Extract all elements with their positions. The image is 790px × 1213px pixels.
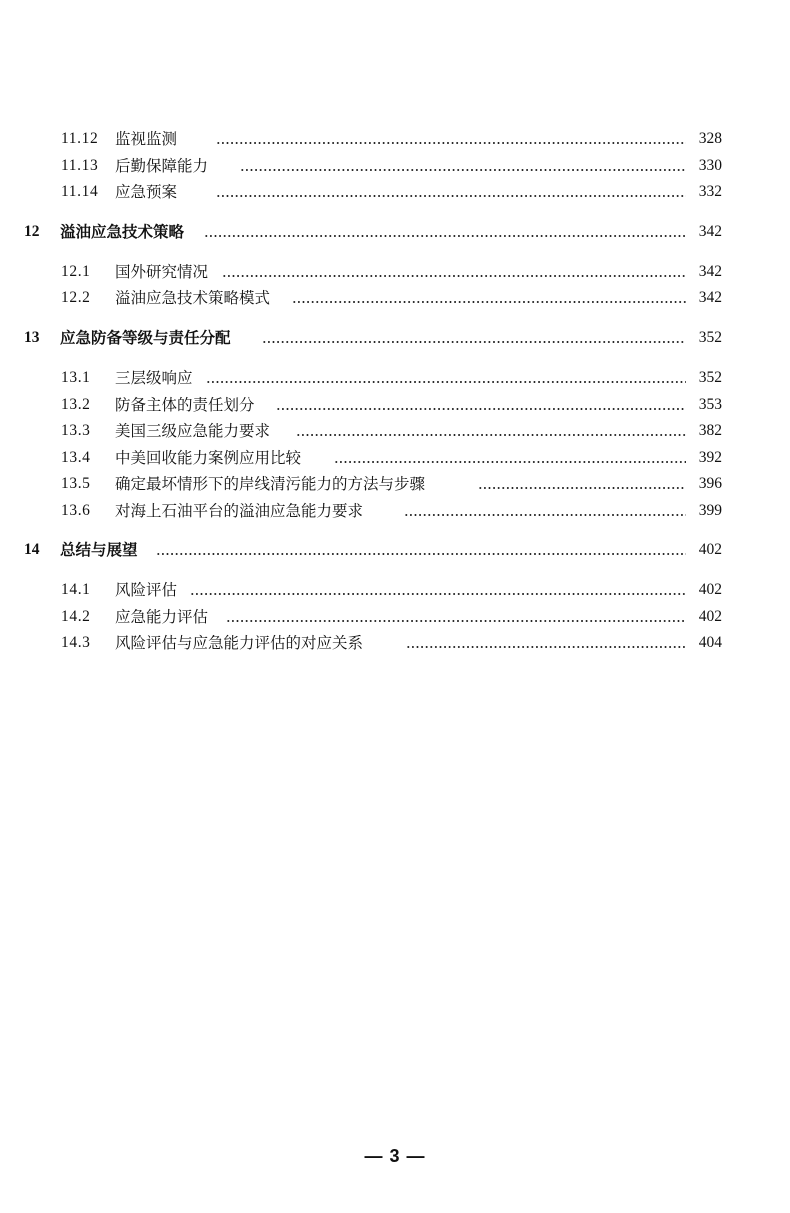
toc-entry-title: 应急能力评估 (115, 608, 209, 626)
toc-chapter[interactable] (0, 325, 790, 351)
dot-leader (262, 325, 686, 351)
dot-leader (216, 179, 686, 205)
toc-entry-title: 监视监测 (115, 130, 178, 148)
toc-chapter-page: 342 (698, 223, 722, 240)
toc-entry-number: 13.2 (61, 396, 91, 413)
toc-entry[interactable] (0, 392, 790, 418)
dot-leader (216, 126, 686, 152)
toc-entry-number: 13.3 (61, 422, 91, 439)
toc-entry-title: 溢油应急技术策略模式 (115, 289, 271, 307)
toc-chapter[interactable] (0, 537, 790, 563)
toc-entry[interactable] (0, 498, 790, 524)
toc-entry-title: 中美回收能力案例应用比较 (115, 449, 302, 467)
toc-chapter-title: 总结与展望 (60, 540, 138, 559)
toc-entry-number: 13.1 (61, 369, 91, 386)
toc-entry[interactable] (0, 445, 790, 471)
toc-entry-number: 13.4 (61, 449, 91, 466)
toc-entry-page: 382 (698, 422, 722, 439)
toc-entry-number: 12.2 (61, 289, 91, 306)
toc-entry-title: 国外研究情况 (115, 263, 209, 281)
toc-entry-page: 353 (698, 396, 722, 413)
toc-entry-title: 风险评估与应急能力评估的对应关系 (115, 634, 364, 652)
toc-entry[interactable] (0, 259, 790, 285)
dot-leader (276, 392, 686, 418)
toc-entry-page: 332 (698, 183, 722, 200)
toc-entry-title: 应急预案 (115, 183, 178, 201)
dot-leader (334, 445, 686, 471)
dot-leader (296, 418, 686, 444)
toc-entry-number: 14.2 (61, 608, 91, 625)
dot-leader (292, 285, 686, 311)
dot-leader (406, 630, 686, 656)
toc-entry[interactable] (0, 365, 790, 391)
toc-entry[interactable] (0, 577, 790, 603)
toc-entry-number: 11.13 (61, 157, 99, 174)
toc-entry[interactable] (0, 126, 790, 152)
toc-entry-number: 12.1 (61, 263, 91, 280)
toc-chapter-title: 应急防备等级与责任分配 (60, 328, 231, 347)
toc-entry-number: 13.6 (61, 502, 91, 519)
toc-chapter-page: 402 (698, 541, 722, 558)
toc-entry-title: 风险评估 (115, 581, 178, 599)
dot-leader (226, 604, 686, 630)
toc-entry[interactable] (0, 285, 790, 311)
toc-chapter[interactable] (0, 219, 790, 245)
toc-entry-title: 防备主体的责任划分 (115, 396, 255, 414)
toc-chapter-page: 352 (698, 329, 722, 346)
toc-entry-page: 399 (698, 502, 722, 519)
toc-entry[interactable] (0, 153, 790, 179)
toc-entry-title: 后勤保障能力 (115, 157, 209, 175)
toc-entry-number: 11.14 (61, 183, 99, 200)
toc-entry-number: 13.5 (61, 475, 91, 492)
toc-entry-page: 392 (698, 449, 722, 466)
toc-entry-page: 352 (698, 369, 722, 386)
toc-entry-page: 342 (698, 289, 722, 306)
toc-chapter-title: 溢油应急技术策略 (60, 222, 185, 241)
toc-entry-title: 三层级响应 (115, 369, 193, 387)
toc-chapter-number: 12 (24, 223, 40, 240)
toc-chapter-number: 13 (24, 329, 40, 346)
toc-entry-page: 328 (698, 130, 722, 147)
dot-leader (206, 365, 686, 391)
dot-leader (240, 153, 686, 179)
toc-chapter-number: 14 (24, 541, 40, 558)
dot-leader (190, 577, 686, 603)
toc-entry-number: 14.1 (61, 581, 91, 598)
dot-leader (156, 537, 686, 563)
dot-leader (404, 498, 686, 524)
toc-entry[interactable] (0, 471, 790, 497)
dot-leader (478, 471, 686, 497)
toc-entry-title: 对海上石油平台的溢油应急能力要求 (115, 502, 364, 520)
page-number: — 3 — (364, 1146, 426, 1166)
toc-entry-title: 确定最坏情形下的岸线清污能力的方法与步骤 (115, 475, 426, 493)
toc-entry-page: 330 (698, 157, 722, 174)
toc-entry-number: 11.12 (61, 130, 99, 147)
toc-entry[interactable] (0, 604, 790, 630)
toc-entry-page: 342 (698, 263, 722, 280)
toc-entry-page: 402 (698, 608, 722, 625)
toc-entry[interactable] (0, 630, 790, 656)
toc-entry-page: 404 (698, 634, 722, 651)
toc-entry-title: 美国三级应急能力要求 (115, 422, 271, 440)
toc-entry-page: 396 (698, 475, 722, 492)
toc-entry[interactable] (0, 179, 790, 205)
toc-entry[interactable] (0, 418, 790, 444)
dot-leader (204, 219, 686, 245)
toc-entry-number: 14.3 (61, 634, 91, 651)
toc-entry-page: 402 (698, 581, 722, 598)
dot-leader (222, 259, 686, 285)
